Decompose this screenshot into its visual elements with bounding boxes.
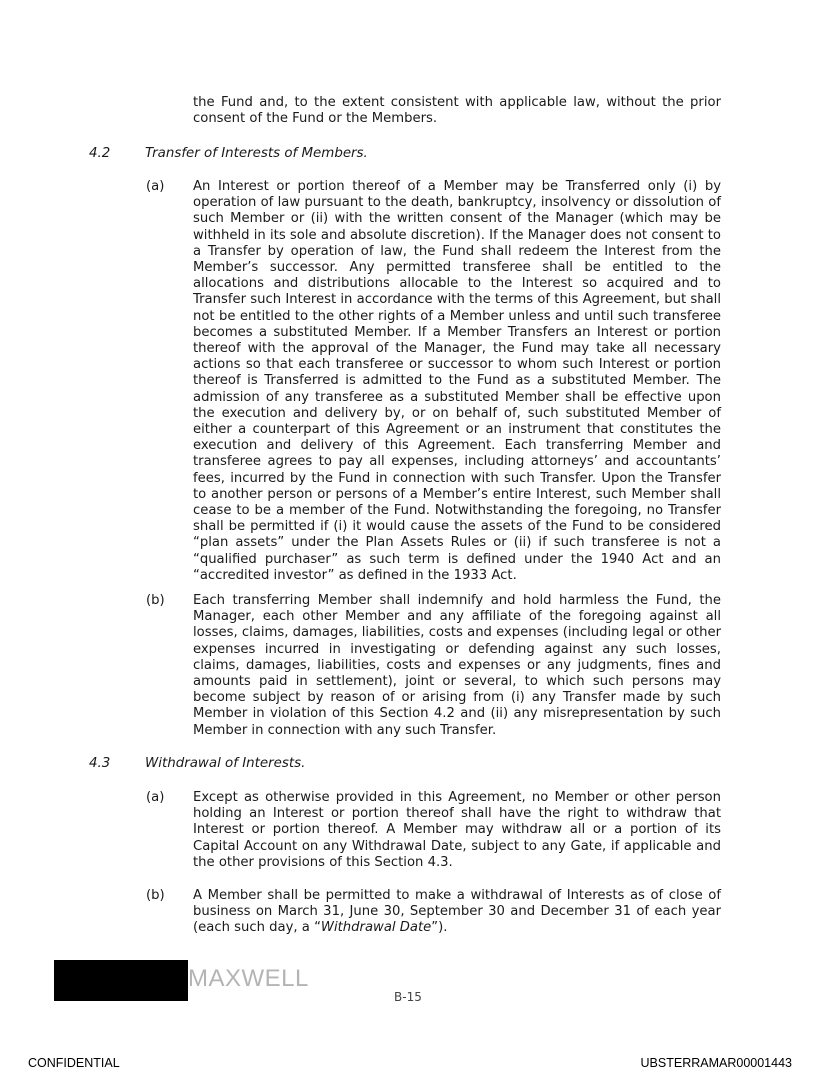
section-4-3-title: Withdrawal of Interests. (145, 756, 306, 771)
section-4-2-item-b-text: Each transferring Member shall indemnify and hold harmless the Fund, the Manager, each other Member and any affiliate of the foregoing against all losses, claims, damages, liabilities, costs and expenses (including legal or other expenses incurred in investigating or defending against any such losses, claims, damages, liabilities, costs and expenses or any judgments, fines and amounts paid in settlement), joint or several, to which such persons may become subject by reason of or arising from (i) any Transfer made by such Member in violation of this Section 4.2 and (ii) any misrepresentation by such Member in connection with any such Transfer. (193, 593, 721, 738)
continuation-paragraph: the Fund and, to the extent consistent with applicable law, without the prior consent of the Fund or the Members. (193, 95, 721, 127)
section-4-3-number: 4.3 (89, 756, 111, 771)
section-4-3-item-b-label: (b) (146, 888, 165, 903)
item-b-text-after: ”). (431, 920, 448, 936)
footer-bates-number: UBSTERRAMAR00001443 (640, 1056, 792, 1070)
section-4-3-item-a-text: Except as otherwise provided in this Agreement, no Member or other person holding an Interest or portion thereof shall have the right to withdraw that Interest or portion thereof. A Member may withdraw all or a portion of its Capital Account on any Withdrawal Date, subject to any Gate, if applicable and the other provisions of this Section 4.3. (193, 790, 721, 870)
section-4-3-item-a-label: (a) (146, 790, 165, 805)
withdrawal-date-term: Withdrawal Date (320, 920, 432, 936)
section-4-2-title: Transfer of Interests of Members. (145, 146, 368, 161)
footer-confidential: CONFIDENTIAL (28, 1056, 120, 1070)
section-4-2-number: 4.2 (89, 146, 111, 161)
section-4-2-item-a-label: (a) (146, 179, 165, 194)
section-4-3-item-b-text (193, 888, 721, 937)
section-4-2-item-a-text: An Interest or portion thereof of a Member may be Transferred only (i) by operation of law pursuant to the death, bankruptcy, insolvency or dissolution of such Member or (ii) with the written consent of the Manager (which may be withheld in its sole and absolute discretion). If the Manager does not consent to a Transfer by operation of law, the Fund shall redeem the Interest from the Member’s successor. Any permitted transferee shall be entitled to the allocations and distributions allocable to the Interest so acquired and to Transfer such Interest in accordance with the terms of this Agreement, but shall not be entitled to the other rights of a Member unless and until such transferee becomes a substituted Member. If a Member Transfers an Interest or portion thereof with the approval of the Manager, the Fund may take all necessary actions so that each transferee or successor to whom such Interest or portion thereof is Transferred is admitted to the Fund as a substituted Member. The admission of any transferee as a substituted Member shall be effective upon the execution and delivery by, or on behalf of, such substituted Member of either a counterpart of this Agreement or an instrument that constitutes the execution and delivery of this Agreement. Each transferring Member and transferee agrees to pay all expenses, including attorneys’ and accountants’ fees, incurred by the Fund in connection with such Transfer. Upon the Transfer to another person or persons of a Member’s entire Interest, such Member shall cease to be a member of the Fund. Notwithstanding the foregoing, no Transfer shall be permitted if (i) it would cause the assets of the Fund to be considered “plan assets” under the Plan Assets Rules or (ii) if such transferee is not a “qualified purchaser” as such term is defined under the 1940 Act and an “accredited investor” as defined in the 1933 Act. (193, 179, 721, 583)
redaction-block (54, 960, 188, 1001)
section-4-2-item-b-label: (b) (146, 593, 165, 608)
page-number: B-15 (394, 990, 422, 1004)
item-b-text-before: A Member shall be permitted to make a withdrawal of Interests as of close of business on March 31, June 30, September 30 and December 31 of each year (each such day, a “ (193, 888, 721, 936)
maxwell-stamp: MAXWELL (188, 965, 309, 992)
